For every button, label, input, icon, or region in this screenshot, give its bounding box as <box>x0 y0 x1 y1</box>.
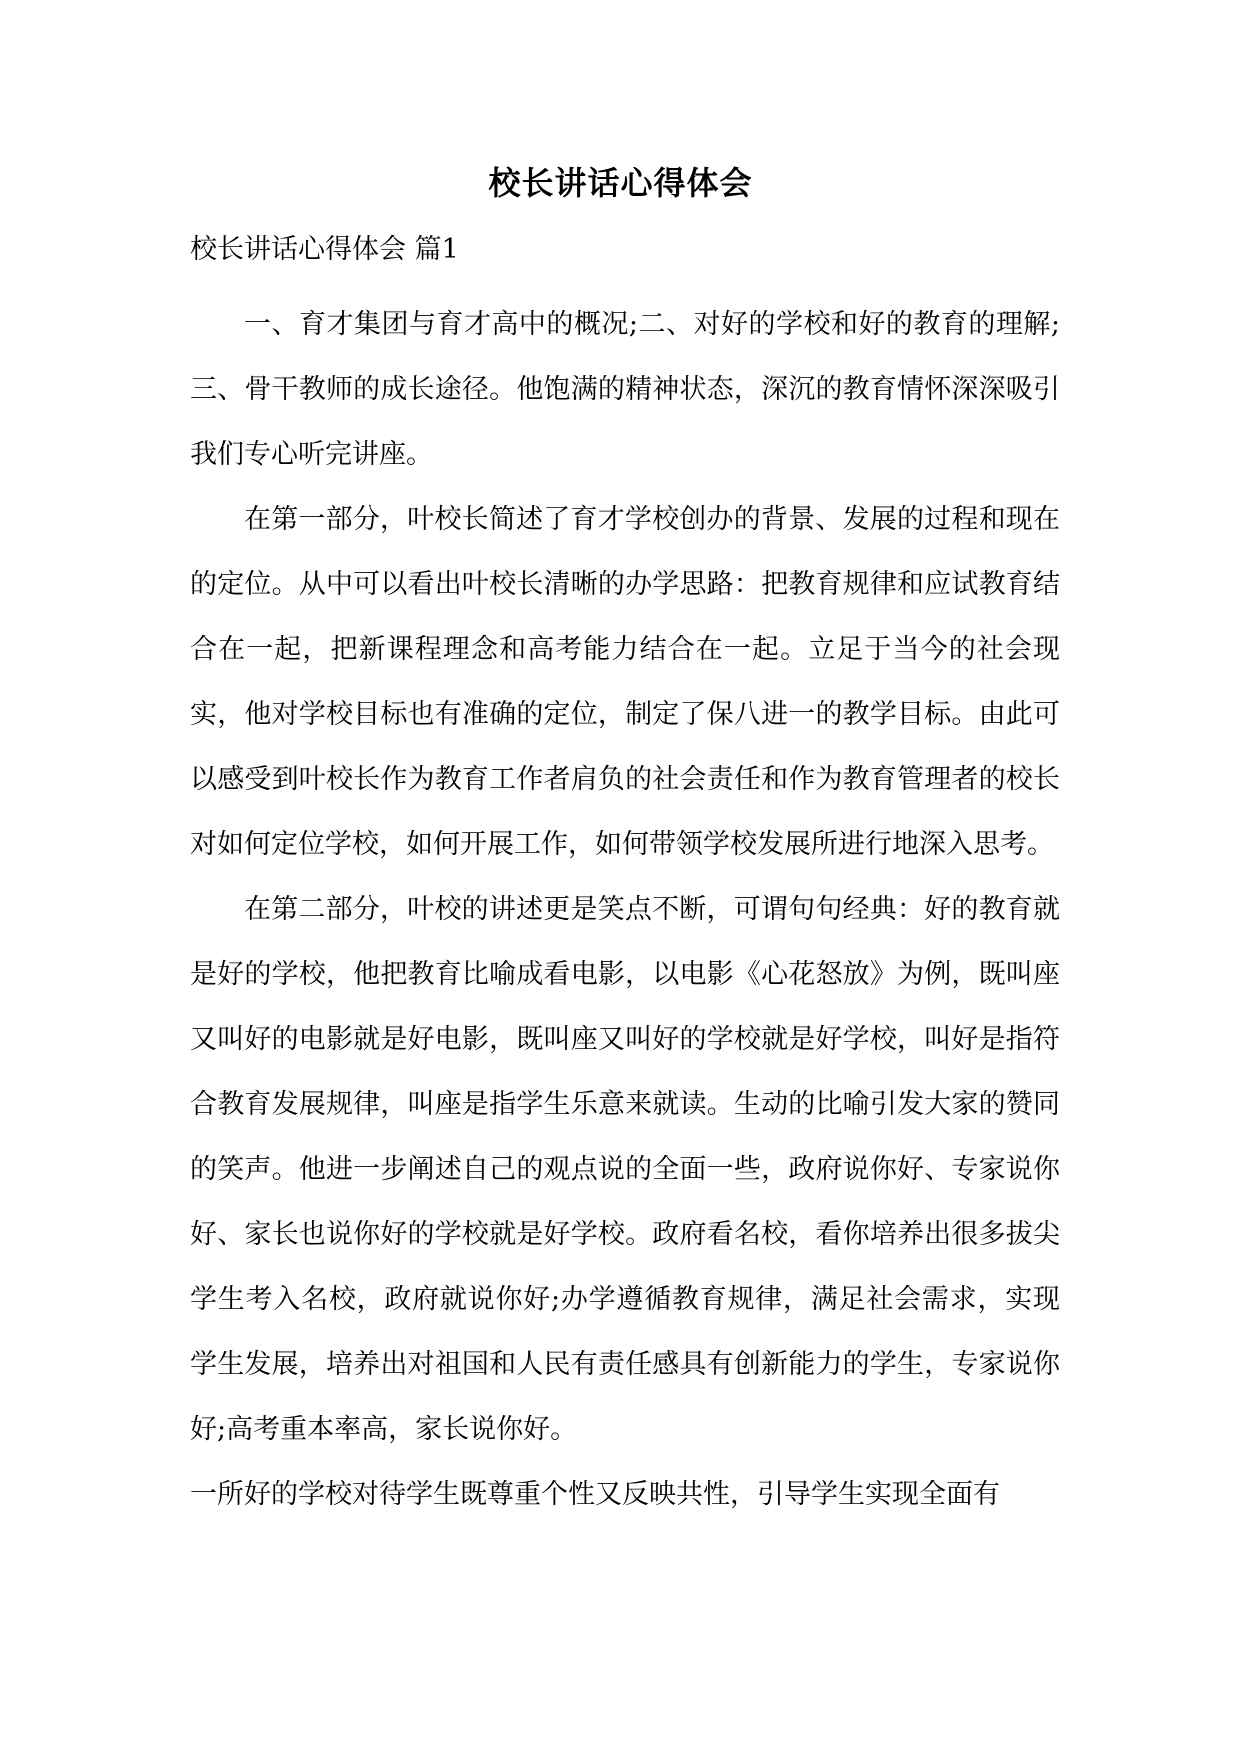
paragraph-4: 一所好的学校对待学生既尊重个性又反映共性，引导学生实现全面有 <box>190 1479 1000 1510</box>
section-heading: 校长讲话心得体会 篇1 <box>190 234 459 265</box>
paragraph-3: 在第二部分，叶校的讲述更是笑点不断，可谓句句经典：好的教育就是好的学校，他把教育比喻成看电影，以电影《心花怒放》为例，既叫座又叫好的电影就是好电影，既叫座又叫好的学校就是好学校，叫好是指符合教育发展规律，叫座是指学生乐意来就读。生动的比喻引发大家的赞同的笑声。他进一步阐述自己的观点说的全面一些，政府说你好、专家说你好、家长也说你好的学校就是好学校。政府看名校，看你培养出很多拔尖学生考入名校，政府就说你好;办学遵循教育规律，满足社会需求，实现学生发展，培养出对祖国和人民有责任感具有创新能力的学生，专家说你好;高考重本率高，家长说你好。 <box>190 894 1060 1445</box>
paragraph-1: 一、育才集团与育才高中的概况;二、对好的学校和好的教育的理解;三、骨干教师的成长途径。他饱满的精神状态，深沉的教育情怀深深吸引我们专心听完讲座。 <box>190 309 1060 470</box>
paragraph-2: 在第一部分，叶校长简述了育才学校创办的背景、发展的过程和现在的定位。从中可以看出叶校长清晰的办学思路：把教育规律和应试教育结合在一起，把新课程理念和高考能力结合在一起。立足于当今的社会现实，他对学校目标也有准确的定位，制定了保八进一的教学目标。由此可以感受到叶校长作为教育工作者肩负的社会责任和作为教育管理者的校长对如何定位学校，如何开展工作，如何带领学校发展所进行地深入思考。 <box>190 504 1060 860</box>
document-body <box>190 292 1060 1527</box>
document-title: 校长讲话心得体会 <box>488 164 753 202</box>
